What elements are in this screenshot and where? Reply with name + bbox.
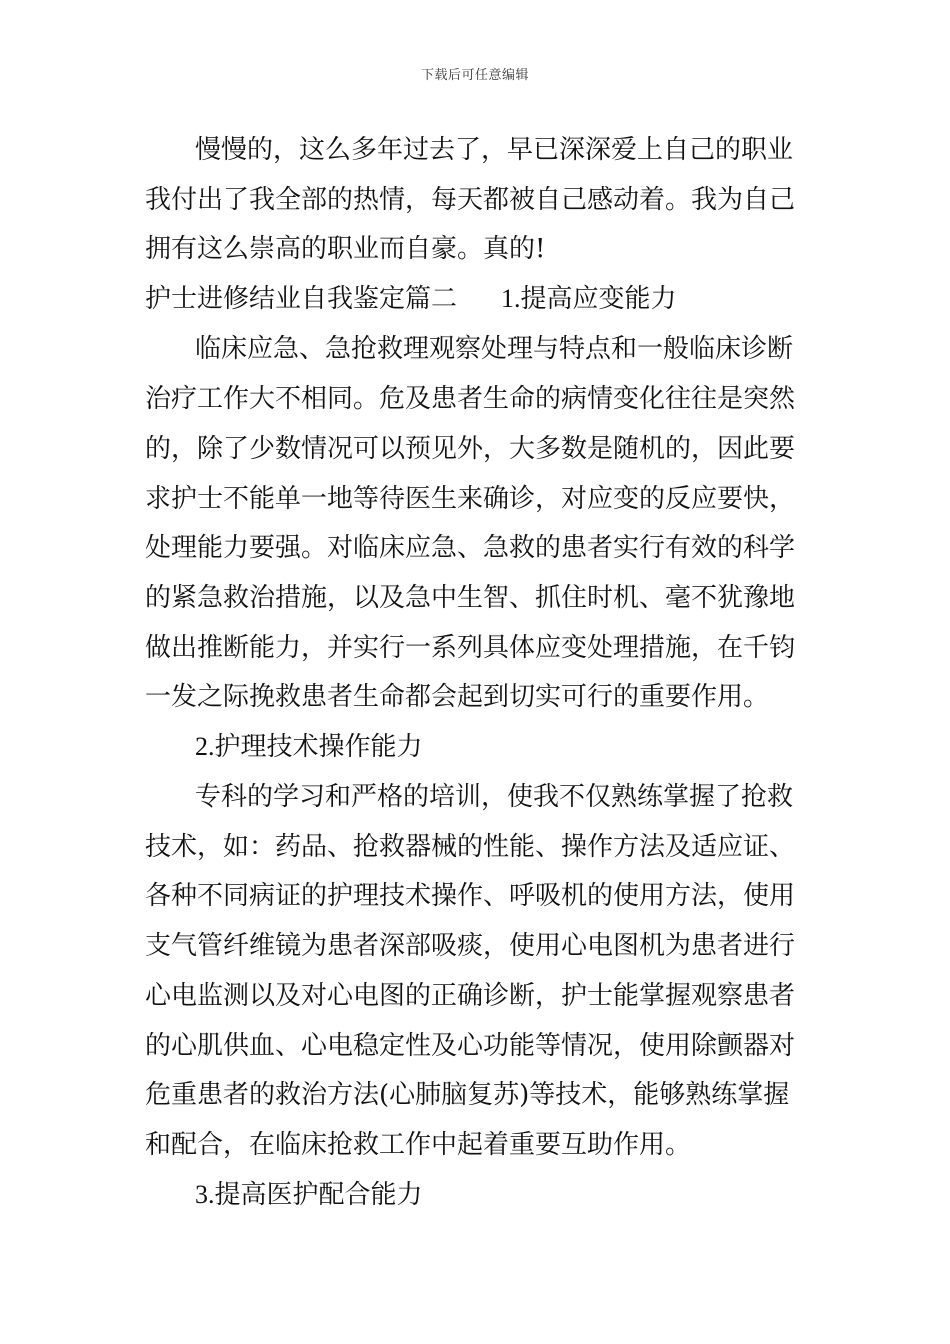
paragraph-line: 各种不同病证的护理技术操作、呼吸机的使用方法，使用 [145,881,796,911]
paragraph-line: 慢慢的，这么多年过去了，早已深深爱上自己的职业 [195,135,794,165]
paragraph-line: 的心肌供血、心电稳定性及心功能等情况，使用除颤器对 [145,1031,796,1061]
paragraph-line: 危重患者的救治方法(心肺脑复苏)等技术，能够熟练掌握 [145,1080,790,1110]
paragraph-line: 做出推断能力，并实行一系列具体应变处理措施，在千钧 [145,633,796,663]
section-title: 护士进修结业自我鉴定篇二 [145,284,458,314]
paragraph-line: 治疗工作大不相同。危及患者生命的病情变化往往是突然 [145,384,796,414]
paragraph-line: 我付出了我全部的热情，每天都被自己感动着。我为自己 [145,185,796,215]
paragraph-line: 临床应急、急抢救理观察处理与特点和一般临床诊断 [195,334,794,364]
paragraph-line: 处理能力要强。对临床应急、急救的患者实行有效的科学 [145,533,796,563]
paragraph-line: 支气管纤维镜为患者深部吸痰，使用心电图机为患者进行 [145,931,796,961]
paragraph-line: 心电监测以及对心电图的正确诊断，护士能掌握观察患者 [145,981,796,1011]
paragraph-line: 的紧急救治措施，以及急中生智、抓住时机、毫不犹豫地 [145,583,796,613]
subsection-title: 1.提高应变能力 [501,284,677,313]
paragraph-line: 和配合，在临床抢救工作中起着重要互助作用。 [145,1130,692,1160]
paragraph-line: 一发之际挽救患者生命都会起到切实可行的重要作用。 [145,682,770,712]
paragraph-line: 技术，如：药品、抢救器械的性能、操作方法及适应证、 [145,832,796,862]
paragraph-line: 求护士不能单一地等待医生来确诊，对应变的反应要快， [145,484,796,514]
page-header: 下载后可任意编辑 [420,68,529,83]
subsection-title: 2.护理技术操作能力 [195,732,423,761]
subsection-title: 3.提高医护配合能力 [195,1180,423,1209]
paragraph-line: 专科的学习和严格的培训，使我不仅熟练掌握了抢救 [195,782,794,812]
section-heading-line [145,281,810,317]
paragraph-line: 拥有这么崇高的职业而自豪。真的! [145,234,546,264]
paragraph-line: 的，除了少数情况可以预见外，大多数是随机的，因此要 [145,434,796,464]
